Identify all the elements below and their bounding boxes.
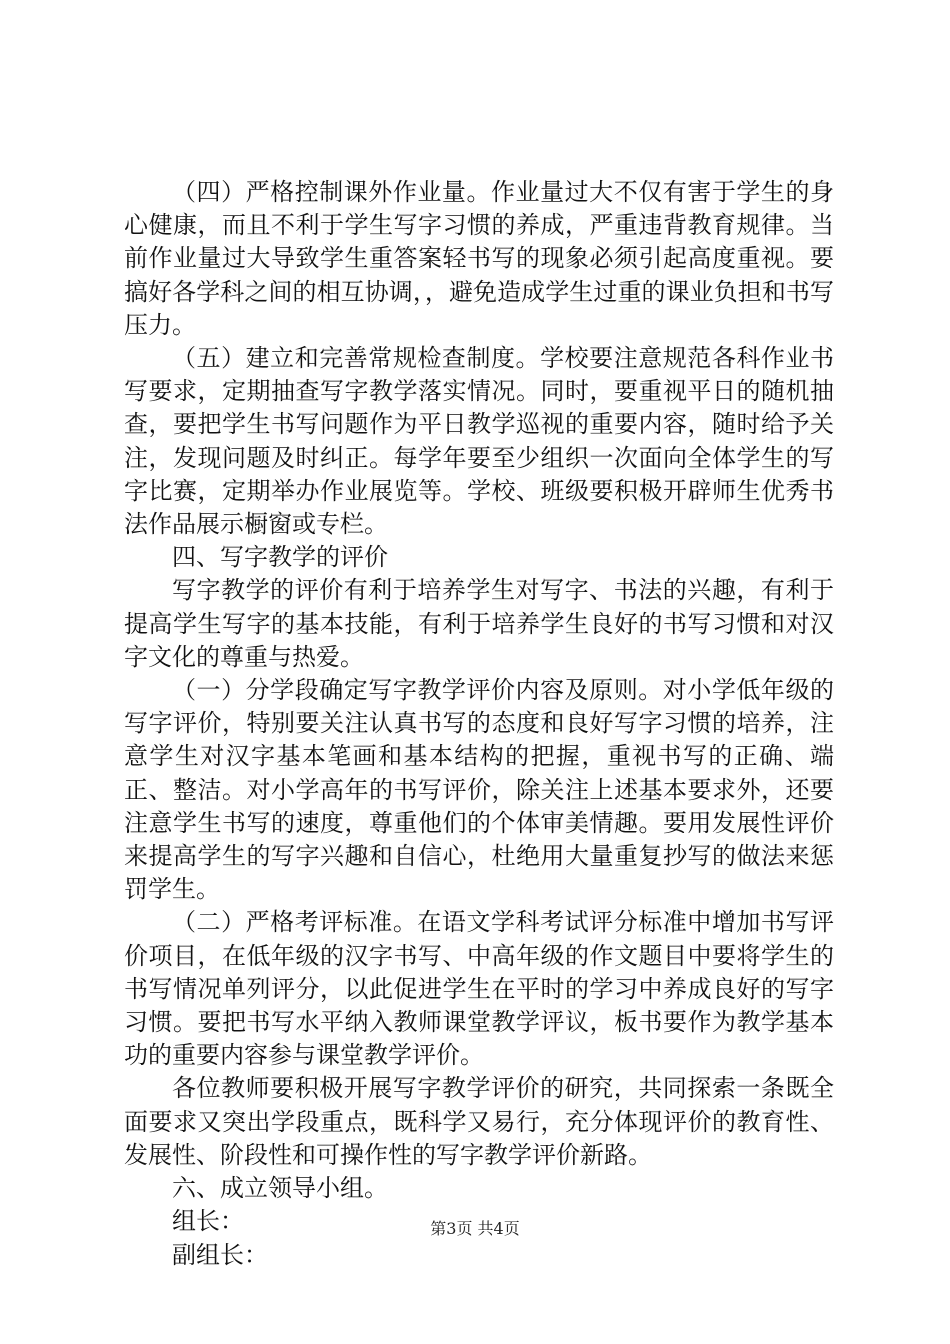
group-leader-line: 组长：	[172, 1207, 244, 1236]
deputy-group-leader-line: 副组长：	[172, 1240, 268, 1269]
section-heading-leadership-group: 六、成立领导小组。	[172, 1174, 388, 1203]
paragraph-evaluation-stages: （一）分学段确定写字教学评价内容及原则。对小学低年级的写字评价，特别要关注认真书写的态度和良好写字习惯的培养，注意学生对汉字基本笔画和基本结构的把握，重视书写的正确、端正、整洁。对小学高年的书写评价，除关注上述基本要求外，还要注意学生书写的速度，尊重他们的个体审美情趣。要用发展性评价来提高学生的写字兴趣和自信心，杜绝用大量重复抄写的做法来惩罚学生。	[124, 676, 834, 904]
paragraph-evaluation-intro: 写字教学的评价有利于培养学生对写字、书法的兴趣，有利于提高学生写字的基本技能，有利于培养学生良好的书写习惯和对汉字文化的尊重与热爱。	[124, 576, 834, 671]
paragraph-inspection-system: （五）建立和完善常规检查制度。学校要注意规范各科作业书写要求，定期抽查写字教学落实情况。同时，要重视平日的随机抽查，要把学生书写问题作为平日教学巡视的重要内容，随时给予关注，发现问题及时纠正。每学年要至少组织一次面向全体学生的写字比赛，定期举办作业展览等。学校、班级要积极开辟师生优秀书法作品展示橱窗或专栏。	[124, 344, 834, 539]
paragraph-assessment-standards: （二）严格考评标准。在语文学科考试评分标准中增加书写评价项目，在低年级的汉字书写、中高年级的作文题目中要将学生的书写情况单列评分，以此促进学生在平时的学习中养成良好的写字习惯。要把书写水平纳入教师课堂教学评议，板书要作为教学基本功的重要内容参与课堂教学评价。	[124, 908, 834, 1070]
paragraph-homework-control: （四）严格控制课外作业量。作业量过大不仅有害于学生的身心健康，而且不利于学生写字习惯的养成，严重违背教育规律。当前作业量过大导致学生重答案轻书写的现象必须引起高度重视。要搞好各学科之间的相互协调，，避免造成学生过重的课业负担和书写压力。	[124, 178, 834, 339]
page-footer: 第3页 共4页	[430, 1219, 520, 1238]
paragraph-teacher-research: 各位教师要积极开展写字教学评价的研究，共同探索一条既全面要求又突出学段重点，既科学又易行，充分体现评价的教育性、发展性、阶段性和可操作性的写字教学评价新路。	[124, 1074, 834, 1169]
section-heading-evaluation: 四、写字教学的评价	[172, 543, 388, 572]
document-body	[124, 176, 834, 1272]
